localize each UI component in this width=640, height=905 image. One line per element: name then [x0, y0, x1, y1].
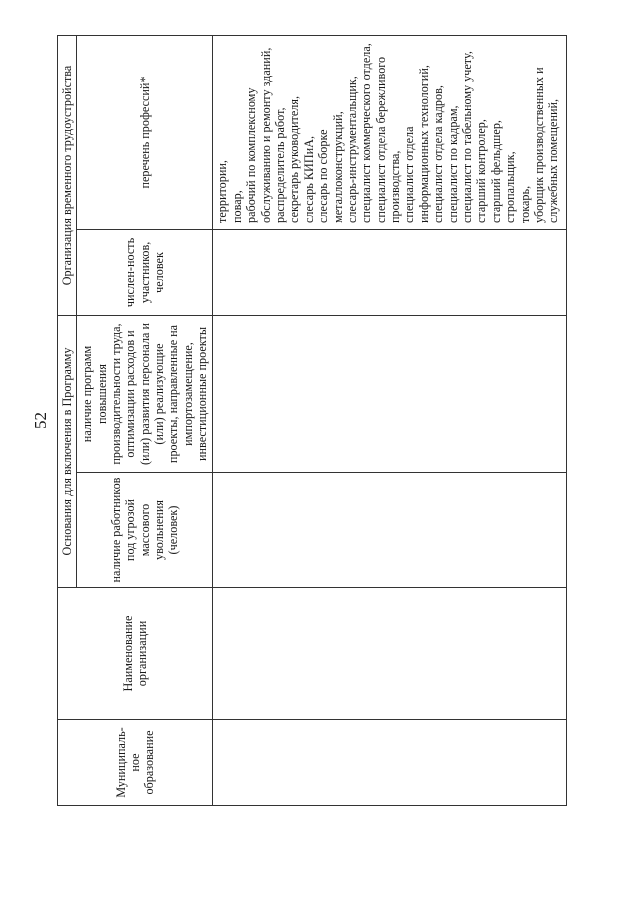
profession-item: территории,: [215, 160, 230, 223]
cell-municipality: [213, 720, 567, 806]
profession-item: слесарь КИПиА,: [301, 136, 316, 223]
table-row: [213, 35, 567, 805]
cell-programs: [213, 315, 567, 472]
cell-participants: [213, 229, 567, 315]
landscape-layout: [57, 36, 562, 806]
profession-item: старший контролер,: [474, 119, 489, 223]
profession-item: токарь,: [517, 185, 532, 223]
header-temp-employment-group: Организация временного трудоустройства: [58, 35, 77, 315]
header-employees-dismissal: наличие работников под угрозой массового увольнения (человек): [77, 473, 213, 588]
header-professions: перечень профессий*: [77, 35, 213, 229]
profession-item: специалист по кадрам,: [445, 105, 460, 223]
profession-item: специалист отдела бережливого производства,: [373, 56, 403, 223]
profession-item: слесарь по сборке металлоконструкций,: [316, 111, 345, 223]
page-number: 52: [31, 412, 50, 429]
program-table: [57, 35, 567, 806]
profession-item: слесарь-инструментальщик,: [344, 76, 359, 223]
header-organization: Наименование организации: [58, 588, 213, 720]
profession-item: специалист коммерческого отдела,: [359, 43, 374, 223]
header-basis-group: Основания для включения в Программу: [58, 315, 77, 587]
profession-item: распределитель работ,: [272, 107, 287, 223]
profession-item: повар,: [229, 190, 244, 223]
profession-item: секретарь руководителя,: [287, 95, 302, 223]
profession-item: специалист отдела информационных технологий,: [402, 65, 431, 223]
cell-employees-dismissal: [213, 473, 567, 588]
profession-item: рабочий по комплексному обслуживанию и ремонту зданий,: [244, 47, 273, 223]
profession-item: стропальщик,: [503, 151, 518, 223]
header-programs: наличие программ повышения производительности труда, оптимизации расходов и (или) развития персонала и (или) реализующие проекты, направленные на импортозамещение, инвестиционные проекты: [77, 315, 213, 472]
rotated-table-container: [57, 36, 562, 806]
header-participants: числен-ность участников, человек: [77, 229, 213, 315]
profession-item: уборщик производственных и служебных помещений,: [531, 67, 561, 223]
profession-item: старший фельдшер,: [488, 120, 503, 223]
cell-organization: [213, 588, 567, 720]
cell-professions: [213, 35, 567, 229]
header-municipality: Муниципаль-ное образование: [58, 720, 213, 806]
profession-item: специалист отдела кадров,: [431, 85, 446, 223]
profession-item: специалист по табельному учету,: [460, 51, 475, 223]
